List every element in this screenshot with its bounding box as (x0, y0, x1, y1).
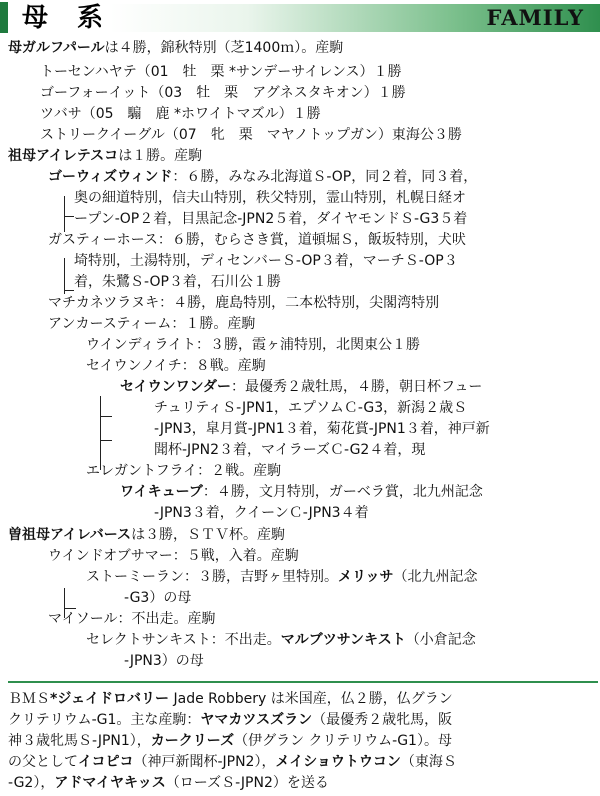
pedigree-line (86, 460, 281, 482)
text-segment: セイウンノイチ：８戦。産駒 (86, 358, 266, 374)
text-segment: ：最優秀２歳牡馬，４勝，朝日杯フュー (231, 379, 483, 395)
bms-line (8, 688, 453, 710)
text-segment: アンカースティーム：１勝。産駒 (48, 316, 256, 332)
horse-name: アドマイヤキッス (54, 775, 166, 791)
tree-connector (100, 396, 101, 470)
section-divider (8, 681, 598, 683)
pedigree-line (48, 608, 215, 630)
horse-name: *ジェイドロバリー (50, 691, 170, 707)
pedigree-line (48, 166, 477, 188)
horse-name: 祖母アイレテスコ (8, 148, 119, 164)
text-segment: -JPN3）の母 (124, 653, 204, 669)
pedigree-line (8, 524, 285, 546)
text-segment: ＢＭＳ (8, 691, 50, 707)
horse-name: セイウンワンダー (120, 379, 232, 395)
text-segment: 埼特別，土湯特別，ディセンバーＳ-OP３着，マーチＳ-OP３ (74, 253, 458, 269)
tree-connector (100, 416, 112, 417)
text-segment: セレクトサンキスト：不出走。 (86, 632, 281, 648)
section-title: 母 系 (22, 3, 114, 33)
text-segment: （伊グラン クリテリウム-G1）。母 (234, 733, 452, 749)
horse-name: メリッサ (338, 569, 394, 585)
pedigree-line (40, 103, 321, 125)
section-title-english: FAMILY (486, 5, 584, 30)
tree-connector (100, 440, 112, 441)
text-segment: マイソール：不出走。産駒 (48, 611, 216, 627)
horse-name: ゴーウィズウィンド (48, 169, 173, 185)
pedigree-line (48, 229, 466, 251)
text-segment: -G3）の母 (124, 590, 192, 606)
pedigree-line (40, 124, 462, 146)
pedigree-line (40, 82, 406, 104)
horse-name: 母ガルフパール (8, 40, 105, 56)
horse-name: カークリーズ (150, 733, 235, 749)
text-segment: 奥の細道特別，信夫山特別，秩父特別，霊山特別，札幌日経オ (74, 190, 466, 206)
pedigree-line (48, 545, 299, 567)
pedigree-line (124, 650, 204, 672)
tree-connector (64, 290, 74, 291)
pedigree-line (40, 61, 402, 83)
text-segment: チュリティＳ-JPN1，エプソムＣ-G3，新潟２歳Ｓ (154, 400, 468, 416)
pedigree-line (124, 587, 191, 609)
text-segment: ガスティーホース：６勝，むらさき賞，道頓堀Ｓ，飯坂特別，犬吠 (48, 232, 466, 248)
text-segment: は４勝，錦秋特別（芝1400ｍ）。産駒 (104, 40, 344, 56)
text-segment: 神３歳牝馬Ｓ-JPN1）， (8, 733, 151, 749)
text-segment: （小倉記念 (405, 632, 476, 648)
horse-name: ヤマカツスズラン (200, 712, 313, 728)
pedigree-line (86, 629, 476, 651)
pedigree-line (74, 208, 467, 230)
horse-name: 曽祖母アイレバース (8, 527, 132, 543)
bms-line (8, 709, 452, 731)
text-segment: Jade Robbery は米国産，仏２勝，仏グラン (169, 691, 453, 707)
section-header (0, 0, 600, 36)
pedigree-line (154, 397, 467, 419)
text-segment: ープン-OP２着，目黒記念-JPN2５着，ダイヤモンドＳ-G3５着 (74, 211, 468, 227)
pedigree-line (48, 313, 255, 335)
pedigree-line (154, 418, 490, 440)
text-segment: ウインドオブサマー：５戦，入着。産駒 (48, 548, 299, 564)
text-segment: （ローズＳ-JPN2）を送る (165, 775, 329, 791)
pedigree-line (8, 145, 202, 167)
text-segment: ウインディライト：３勝，霞ヶ浦特別，北関東公１勝 (86, 337, 421, 353)
text-segment: ：６勝，みなみ北海道Ｓ-OP，同２着，同３着， (172, 169, 478, 185)
tree-connector (64, 258, 65, 294)
pedigree-line (86, 355, 266, 377)
text-segment: の父として (8, 754, 78, 770)
text-segment: 着，朱鷺Ｓ-OP３着，石川公１勝 (74, 274, 281, 290)
horse-name: イコピコ (78, 754, 134, 770)
pedigree-line (154, 502, 369, 524)
text-segment: クリテリウム-G1。主な産駒： (8, 712, 201, 728)
text-segment: マチカネツラヌキ：４勝，鹿島特別，二本松特別，尖閣湾特別 (48, 295, 440, 311)
header-accent-bar (0, 2, 8, 33)
pedigree-line (86, 566, 477, 588)
horse-name: メイショウトウコン (275, 754, 401, 770)
text-segment: -JPN3，皐月賞-JPN1３着，菊花賞-JPN1３着，神戸新 (154, 421, 490, 437)
text-segment: -JPN3３着，クイーンＣ-JPN3４着 (154, 505, 369, 521)
text-segment: ゴーフォーイット（03 牡 栗 アグネスタキオン）１勝 (40, 85, 406, 101)
horse-name: マルブツサンキスト (280, 632, 406, 648)
bms-line (8, 751, 457, 773)
text-segment: （神戸新聞杯-JPN2）， (133, 754, 276, 770)
text-segment: トーセンハヤテ（01 牡 栗 *サンデーサイレンス）１勝 (40, 64, 402, 80)
text-segment: -G2）， (8, 775, 55, 791)
pedigree-line (154, 439, 425, 461)
pedigree-line (74, 271, 281, 293)
pedigree-line (8, 37, 343, 59)
text-segment: 聞杯-JPN2３着，マイラーズＣ-G2４着，現 (154, 442, 426, 458)
text-segment: ストーミーラン：３勝，吉野ヶ里特別。 (86, 569, 338, 585)
pedigree-line (48, 292, 439, 314)
pedigree-line (120, 481, 483, 503)
pedigree-line (120, 376, 482, 398)
text-segment: は１勝。産駒 (118, 148, 203, 164)
pedigree-line (86, 334, 420, 356)
text-segment: ストリークイーグル（07 牝 栗 マヤノトップガン）東海公３勝 (40, 127, 462, 143)
text-segment: （最優秀２歳牝馬，阪 (312, 712, 453, 728)
text-segment: ：４勝，文月特別，ガーベラ賞，北九州記念 (202, 484, 483, 500)
text-segment: は３勝，ＳＴＶ杯。産駒 (131, 527, 286, 543)
tree-connector (64, 196, 65, 232)
text-segment: （東海Ｓ (400, 754, 457, 770)
horse-name: ワイキューブ (120, 484, 203, 500)
bms-line (8, 772, 329, 794)
bms-line (8, 730, 452, 752)
text-segment: ツバサ（05 騸 鹿 *ホワイトマズル）１勝 (40, 106, 321, 122)
pedigree-line (74, 187, 466, 209)
tree-connector (64, 216, 74, 217)
text-segment: エレガントフライ：２戦。産駒 (86, 463, 282, 479)
pedigree-line (74, 250, 458, 272)
text-segment: （北九州記念 (393, 569, 478, 585)
